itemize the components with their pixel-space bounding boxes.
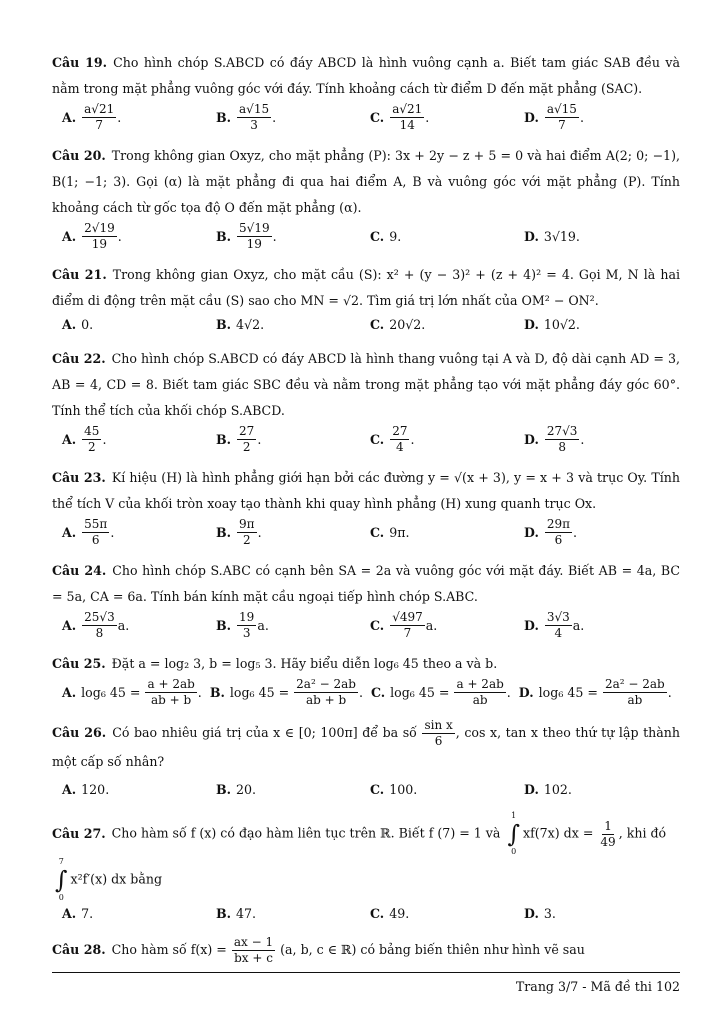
question-label: Câu 19. bbox=[52, 55, 108, 70]
option-b[interactable]: B. $\frac{9\pi}{2}$ . bbox=[216, 517, 262, 547]
options-row bbox=[52, 424, 680, 455]
integral-sign: 1 ∫ 0 bbox=[507, 811, 520, 856]
option-d[interactable]: D. $\frac{29\pi}{6}$ . bbox=[524, 517, 578, 547]
option-a[interactable]: A. 7. bbox=[62, 906, 94, 921]
options-row bbox=[52, 610, 680, 641]
exam-page bbox=[52, 50, 680, 976]
integral-sign: 7 ∫ 0 bbox=[55, 857, 68, 902]
option-a[interactable]: A. $\frac{25√3}{8}$ a. bbox=[62, 610, 130, 640]
question-19 bbox=[52, 50, 680, 133]
option-b[interactable]: B. log₆ 45 = $\frac{\text{2a² − 2ab}}{ab + b}$ . bbox=[209, 677, 363, 707]
option-c[interactable]: C. $\frac{27}{4}$ . bbox=[370, 424, 415, 454]
question-text: Trong không gian Oxyz, cho mặt phẳng (P): 3x + 2y − z + 5 = 0 và hai điểm A(2; 0; −1), B(1; −1; 3). Gọi (α) là mặt phẳng đi qua hai điểm A, B và vuông góc với mặt phẳng (P). Tính khoảng cách từ gốc tọa độ O đến mặt phẳng (α). bbox=[52, 148, 680, 215]
option-b[interactable]: B. 4√2. bbox=[216, 317, 265, 332]
question-24 bbox=[52, 558, 680, 641]
option-c[interactable]: C. $\frac{a√21}{14}$ . bbox=[370, 102, 430, 132]
question-text: Cho hình chóp S.ABC có cạnh bên SA = 2a và vuông góc với mặt đáy. Biết AB = 4a, BC = 5a, CA = 6a. Tính bán kính mặt cầu ngoại tiếp hình chóp S.ABC. bbox=[52, 563, 680, 604]
options-row bbox=[52, 221, 680, 252]
option-c[interactable]: C. $\frac{√497}{7}$ a. bbox=[370, 610, 438, 640]
question-text: Trong không gian Oxyz, cho mặt cầu (S): x² + (y − 3)² + (z + 4)² = 4. Gọi M, N là hai điểm di động trên mặt cầu (S) sao cho MN = √2. Tìm giá trị lớn nhất của OM² − ON². bbox=[52, 267, 680, 308]
option-b[interactable]: B. $\frac{5√19}{19}$ . bbox=[216, 221, 277, 251]
option-c[interactable]: C. 20√2. bbox=[370, 317, 426, 332]
option-a[interactable]: A. $\frac{a√21}{7}$ . bbox=[62, 102, 122, 132]
question-label: Câu 27. bbox=[52, 825, 106, 841]
question-label: Câu 20. bbox=[52, 148, 106, 163]
option-a[interactable]: A. 120. bbox=[62, 782, 110, 797]
option-d[interactable]: D. $\frac{27√3}{8}$ . bbox=[524, 424, 585, 454]
question-label: Câu 21. bbox=[52, 267, 107, 282]
options-row bbox=[52, 102, 680, 133]
question-label: Câu 24. bbox=[52, 563, 107, 578]
option-d[interactable]: D. $\frac{a√15}{7}$ . bbox=[524, 102, 584, 132]
question-label: Câu 26. bbox=[52, 725, 107, 740]
question-text: Cho hình chóp S.ABCD có đáy ABCD là hình thang vuông tại A và D, độ dài cạnh AD = 3, AB = 4, CD = 8. Biết tam giác SBC đều và nằm trong mặt phẳng tạo với mặt phẳng đáy góc 60°. Tính thể tích của khối chóp S.ABCD. bbox=[52, 351, 680, 418]
option-b[interactable]: B. $\frac{a√15}{3}$ . bbox=[216, 102, 277, 132]
option-c[interactable]: C. 9π. bbox=[370, 524, 410, 540]
question-text: Đặt a = log₂ 3, b = log₅ 3. Hãy biểu diễn log₆ 45 theo a và b. bbox=[111, 656, 498, 671]
option-a[interactable]: A. log₆ 45 = $\frac{a + 2ab}{ab + b}$ . bbox=[62, 677, 202, 707]
options-row bbox=[52, 517, 680, 548]
option-d[interactable]: D. 3. bbox=[524, 906, 556, 921]
option-d[interactable]: D. log₆ 45 = $\frac{\text{2a² − 2ab}}{ab}$ . bbox=[518, 677, 672, 707]
question-28: Câu 28. Cho hàm số f(x) = $\frac{ax - 1}{bx + c}$ (a, b, c ∈ ℝ) có bảng biến thiên như hình vẽ sau bbox=[52, 935, 585, 965]
options-row bbox=[52, 677, 680, 708]
option-a[interactable]: A. $\frac{45}{2}$ . bbox=[62, 424, 107, 454]
option-d[interactable]: D. $\frac{3√3}{4}$ a. bbox=[524, 610, 585, 640]
question-text: Kí hiệu (H) là hình phẳng giới hạn bởi các đường y = √(x + 3), y = x + 3 và trục Oy. Tính thể tích V của khối tròn xoay tạo thành khi quay hình phẳng (H) xung quanh trục Ox. bbox=[52, 470, 680, 511]
inline-fraction: $\frac{ax - 1}{bx + c}$ bbox=[233, 935, 274, 965]
option-d[interactable]: D. 3√19. bbox=[524, 228, 580, 244]
footer-page-info: Trang 3/7 - Mã đề thi 102 bbox=[515, 979, 680, 994]
question-label: Câu 25. bbox=[52, 656, 106, 671]
option-b[interactable]: B. $\frac{27}{2}$ . bbox=[216, 424, 262, 454]
options-row bbox=[52, 779, 680, 801]
question-26: Câu 26. Có bao nhiêu giá trị của x ∈ [0; 100π] để ba số $\frac{\text{sin x}}{6}$ , cos x, tan x theo thứ tự lập thành một cấp số nhân? A. 120. B. 20. C. 100. D. 102. bbox=[52, 718, 680, 801]
question-27: Câu 27. Cho hàm số f (x) có đạo hàm liên tục trên ℝ. Biết f (7) = 1 và 1 ∫ 0 xf(7x) dx = $\frac{1}{49}$ , khi đó 7 ∫ 0 x²f′(x) dx bằng A. 7. B. 47. C. 49. D. 3. bbox=[52, 811, 680, 925]
option-d[interactable]: D. 102. bbox=[524, 782, 572, 797]
option-c[interactable]: C. log₆ 45 = $\frac{a + 2ab}{ab}$ . bbox=[370, 677, 511, 707]
question-label: Câu 23. bbox=[52, 470, 106, 485]
option-c[interactable]: C. 9. bbox=[370, 228, 402, 244]
option-b[interactable]: B. 47. bbox=[216, 906, 257, 921]
question-21 bbox=[52, 262, 680, 336]
inline-fraction: $\frac{\text{sin x}}{6}$ bbox=[424, 718, 453, 748]
question-label: Câu 28. bbox=[52, 942, 106, 957]
option-c[interactable]: C. 49. bbox=[370, 906, 410, 921]
page-footer bbox=[52, 972, 680, 994]
option-a[interactable]: A. 0. bbox=[62, 317, 94, 332]
option-b[interactable]: B. $\frac{19}{3}$ a. bbox=[216, 610, 269, 640]
question-text: Cho hình chóp S.ABCD có đáy ABCD là hình vuông cạnh a. Biết tam giác SAB đều và nằm trong mặt phẳng vuông góc với đáy. Tính khoảng cách từ điểm D đến mặt phẳng (SAC). bbox=[52, 55, 681, 96]
option-b[interactable]: B. 20. bbox=[216, 782, 257, 797]
options-row bbox=[52, 903, 680, 925]
option-c[interactable]: C. 100. bbox=[370, 782, 418, 797]
option-a[interactable]: A. $\frac{55\pi}{6}$ . bbox=[62, 517, 115, 547]
options-row bbox=[52, 314, 680, 336]
question-25 bbox=[52, 651, 680, 708]
inline-fraction: $\frac{1}{49}$ bbox=[600, 818, 616, 849]
question-label: Câu 22. bbox=[52, 351, 106, 366]
question-20 bbox=[52, 143, 680, 252]
option-d[interactable]: D. 10√2. bbox=[524, 317, 580, 332]
question-23 bbox=[52, 465, 680, 548]
question-22 bbox=[52, 346, 680, 455]
option-a[interactable]: A. $\frac{2√19}{19}$ . bbox=[62, 221, 122, 251]
